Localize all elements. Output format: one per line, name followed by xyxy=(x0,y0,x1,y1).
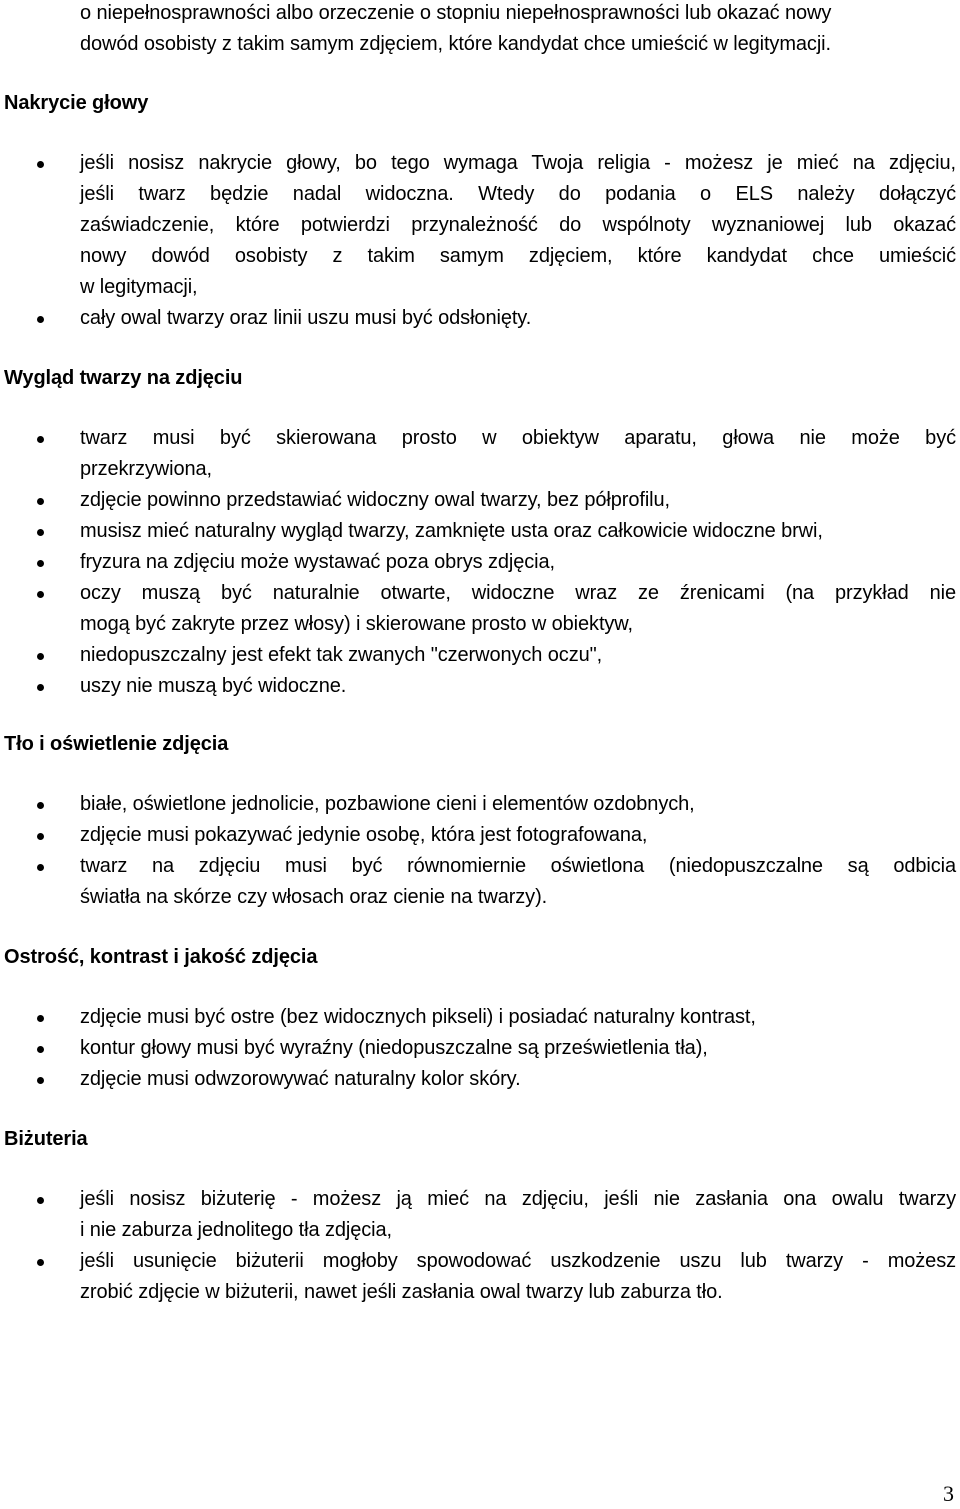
list-item-line: kontur głowy musi być wyraźny (niedopuszczalne są prześwietlenia tła), xyxy=(80,1037,708,1059)
list-item-line: niedopuszczalny jest efekt tak zwanych "czerwonych oczu", xyxy=(80,644,603,666)
intro-line: dowód osobisty z takim samym zdjęciem, które kandydat chce umieścić w legitymacji. xyxy=(80,33,831,55)
bullet-icon xyxy=(37,684,44,691)
bullet-icon xyxy=(37,591,44,598)
bullet-icon xyxy=(37,833,44,840)
list-item-line: zdjęcie musi pokazywać jedynie osobę, która jest fotografowana, xyxy=(80,824,648,846)
list-item-line: zaświadczenie, które potwierdzi przynależność do wspólnoty wyznaniowej lub okazać xyxy=(80,214,956,236)
list-item-line: przekrzywiona, xyxy=(80,458,212,480)
list-item-line: fryzura na zdjęciu może wystawać poza obrys zdjęcia, xyxy=(80,551,556,573)
section-heading: Biżuteria xyxy=(4,1128,88,1150)
section-heading: Tło i oświetlenie zdjęcia xyxy=(4,733,229,755)
bullet-icon xyxy=(37,436,44,443)
bullet-icon xyxy=(37,1259,44,1266)
list-item-line: światła na skórze czy włosach oraz cienie na twarzy). xyxy=(80,886,548,908)
list-item-line: i nie zaburza jednolitego tła zdjęcia, xyxy=(80,1219,392,1241)
bullet-icon xyxy=(37,653,44,660)
list-item-line: cały owal twarzy oraz linii uszu musi być odsłonięty. xyxy=(80,307,532,329)
bullet-icon xyxy=(37,1046,44,1053)
list-item-line: jeśli nosisz biżuterię - możesz ją mieć na zdjęciu, jeśli nie zasłania ona owalu twarzy xyxy=(80,1188,956,1210)
list-item-line: uszy nie muszą być widoczne. xyxy=(80,675,347,697)
list-item-line: jeśli twarz będzie nadal widoczna. Wtedy do podania o ELS należy dołączyć xyxy=(80,183,956,205)
list-item-line: w legitymacji, xyxy=(80,276,198,298)
bullet-icon xyxy=(37,1015,44,1022)
list-item-line: musisz mieć naturalny wygląd twarzy, zamknięte usta oraz całkowicie widoczne brwi, xyxy=(80,520,823,542)
bullet-icon xyxy=(37,560,44,567)
bullet-icon xyxy=(37,802,44,809)
bullet-icon xyxy=(37,1077,44,1084)
list-item-line: zdjęcie musi być ostre (bez widocznych pikseli) i posiadać naturalny kontrast, xyxy=(80,1006,756,1028)
bullet-icon xyxy=(37,498,44,505)
list-item-line: mogą być zakryte przez włosy) i skierowane prosto w obiektyw, xyxy=(80,613,634,635)
bullet-icon xyxy=(37,529,44,536)
list-item-line: oczy muszą być naturalnie otwarte, widoczne wraz ze źrenicami (na przykład nie xyxy=(80,582,956,604)
list-item-line: jeśli usunięcie biżuterii mogłoby spowodować uszkodzenie uszu lub twarzy - możesz xyxy=(80,1250,956,1272)
page-number: 3 xyxy=(943,1481,954,1506)
section-heading: Wygląd twarzy na zdjęciu xyxy=(4,367,243,389)
section-heading: Nakrycie głowy xyxy=(4,92,149,114)
intro-line: o niepełnosprawności albo orzeczenie o stopniu niepełnosprawności lub okazać nowy xyxy=(80,2,832,24)
bullet-icon xyxy=(37,864,44,871)
list-item-line: jeśli nosisz nakrycie głowy, bo tego wymaga Twoja religia - możesz je mieć na zdjęciu, xyxy=(80,152,956,174)
bullet-icon xyxy=(37,161,44,168)
section-heading: Ostrość, kontrast i jakość zdjęcia xyxy=(4,946,318,968)
list-item-line: twarz na zdjęciu musi być równomiernie oświetlona (niedopuszczalne są odbicia xyxy=(80,855,956,877)
list-item-line: białe, oświetlone jednolicie, pozbawione cieni i elementów ozdobnych, xyxy=(80,793,695,815)
list-item-line: zrobić zdjęcie w biżuterii, nawet jeśli zasłania owal twarzy lub zaburza tło. xyxy=(80,1281,723,1303)
list-item-line: twarz musi być skierowana prosto w obiektyw aparatu, głowa nie może być xyxy=(80,427,956,449)
list-item-line: nowy dowód osobisty z takim samym zdjęciem, które kandydat chce umieścić xyxy=(80,245,956,267)
list-item-line: zdjęcie musi odwzorowywać naturalny kolor skóry. xyxy=(80,1068,521,1090)
bullet-icon xyxy=(37,316,44,323)
bullet-icon xyxy=(37,1197,44,1204)
list-item-line: zdjęcie powinno przedstawiać widoczny owal twarzy, bez półprofilu, xyxy=(80,489,670,511)
